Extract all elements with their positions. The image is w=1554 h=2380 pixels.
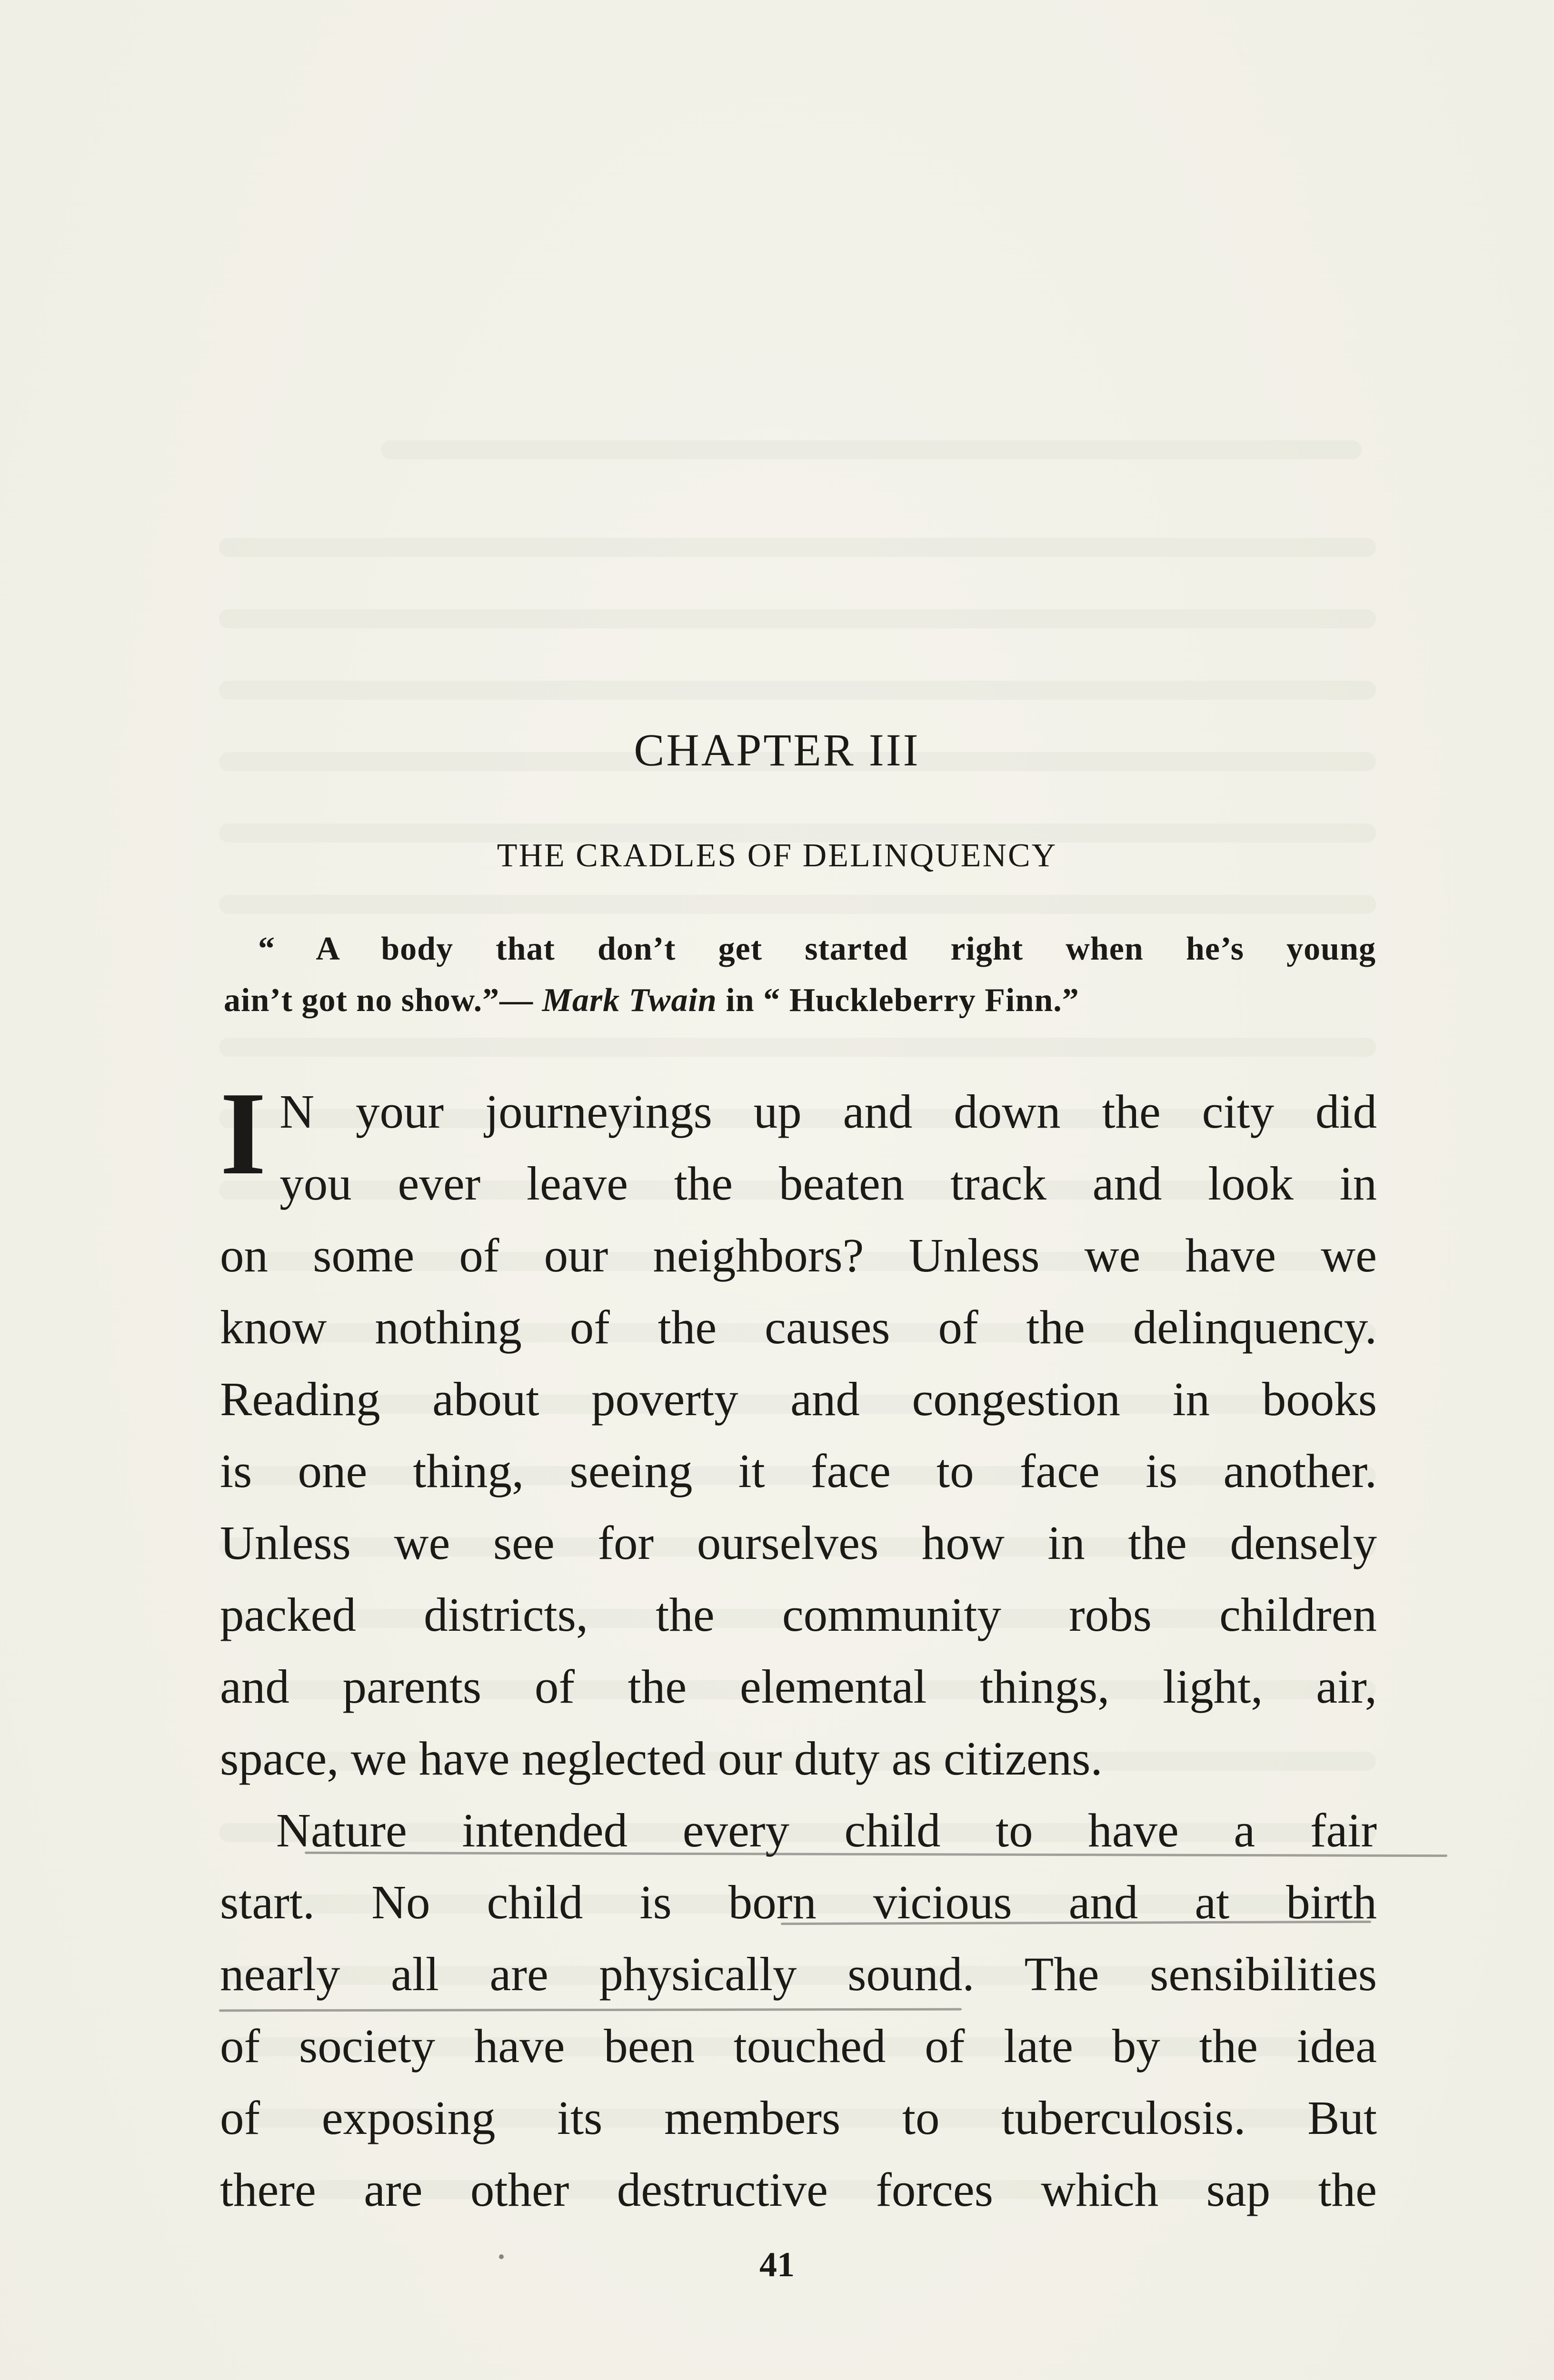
paragraph-1	[220, 1068, 1377, 1795]
paragraph-line: of society have been touched of late by the idea	[220, 2019, 1377, 2073]
paragraph-line: Unless we see for ourselves how in the densely	[220, 1516, 1377, 1569]
epigraph-line-1: “ A body that don’t get started right when he’s young	[258, 931, 1376, 967]
chapter-subtitle: THE CRADLES OF DELINQUENCY	[497, 837, 1057, 874]
epigraph-quote-end: ain’t got no show.”—	[224, 982, 542, 1019]
epigraph	[224, 923, 1376, 1026]
epigraph-line-2	[224, 975, 1376, 1026]
epigraph-author: Mark Twain	[542, 982, 717, 1019]
epigraph-source: in “ Huckleberry Finn.”	[717, 982, 1079, 1019]
body-text	[220, 1068, 1377, 2226]
paragraph-line: you ever leave the beaten track and look in	[279, 1157, 1377, 1210]
paragraph-line: there are other destructive forces which sap the	[220, 2163, 1377, 2216]
paragraph-line: of exposing its members to tuberculosis. But	[220, 2091, 1377, 2144]
paragraph-line: know nothing of the causes of the delinquency.	[220, 1300, 1377, 1354]
paragraph-line: packed districts, the community robs children	[220, 1588, 1377, 1641]
drop-cap: I	[220, 1068, 267, 1200]
page-number: 41	[759, 2245, 795, 2284]
paragraph-line: Nature intended every child to have a fair	[276, 1804, 1377, 1857]
paragraph-line: and parents of the elemental things, light, air,	[220, 1660, 1377, 1713]
paragraph-line: nearly all are physically sound. The sensibilities	[220, 1947, 1377, 2001]
paragraph-line: space, we have neglected our duty as citizens.	[220, 1732, 1103, 1785]
paragraph-line: on some of our neighbors? Unless we have we	[220, 1229, 1377, 1282]
chapter-title: CHAPTER III	[634, 724, 920, 775]
paragraph-line: N your journeyings up and down the city did	[279, 1085, 1377, 1138]
paragraph-line: start. No child is born vicious and at birth	[220, 1875, 1377, 1929]
paragraph-line: Reading about poverty and congestion in books	[220, 1372, 1377, 1426]
paragraph-line: is one thing, seeing it face to face is another.	[220, 1444, 1377, 1497]
